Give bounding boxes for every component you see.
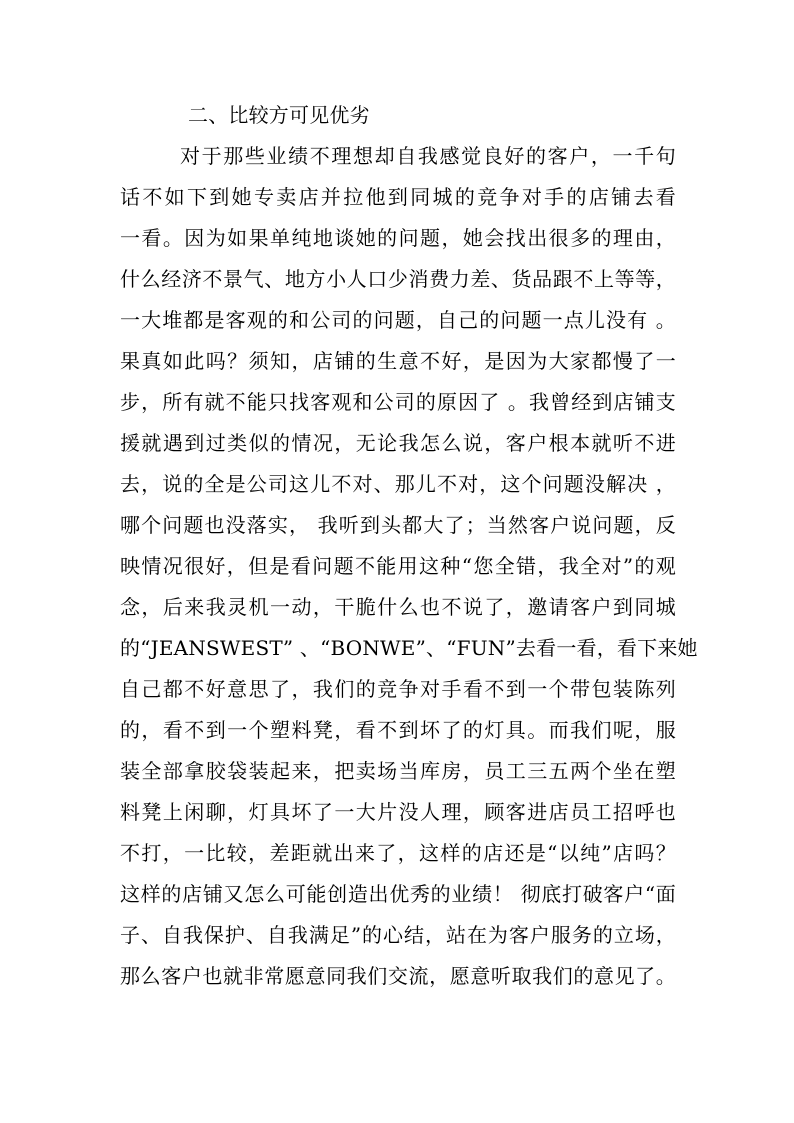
paragraph-line: 话不如下到她专卖店并拉他到同城的竞争对手的店铺去看 bbox=[120, 185, 676, 209]
paragraph-line: 什么经济不景气、地方小人口少消费力差、货品跟不上等等， bbox=[120, 267, 676, 291]
paragraph-line: 不打，一比较，差距就出来了，这样的店还是“以纯”店吗？ bbox=[120, 841, 676, 865]
section-heading: 二、比较方可见优劣 bbox=[188, 103, 370, 127]
paragraph-line: 果真如此吗？须知，店铺的生意不好，是因为大家都慢了一 bbox=[120, 349, 676, 373]
paragraph-line: 映情况很好，但是看问题不能用这种“您全错，我全对”的观 bbox=[120, 554, 676, 578]
paragraph-line: 的，看不到一个塑料凳，看不到坏了的灯具。而我们呢，服 bbox=[120, 718, 676, 742]
paragraph-line: 自己都不好意思了，我们的竞争对手看不到一个带包装陈列 bbox=[120, 677, 676, 701]
paragraph-line: 念，后来我灵机一动，干脆什么也不说了，邀请客户到同城 bbox=[120, 595, 676, 619]
paragraph-line: 一看。因为如果单纯地谈她的问题，她会找出很多的理由， bbox=[120, 226, 676, 250]
paragraph-line: 哪个问题也没落实， 我听到头都大了；当然客户说问题，反 bbox=[120, 513, 676, 537]
paragraph-line: 子、自我保护、自我满足”的心结，站在为客户服务的立场， bbox=[120, 923, 676, 947]
paragraph-line: 那么客户也就非常愿意同我们交流，愿意听取我们的意见了。 bbox=[120, 964, 676, 988]
paragraph-line: 去，说的全是公司这儿不对、那儿不对，这个问题没解决 ， bbox=[120, 472, 676, 496]
paragraph-line: 对于那些业绩不理想却自我感觉良好的客户，一千句 bbox=[180, 144, 676, 168]
paragraph-line: 装全部拿胶袋装起来，把卖场当库房，员工三五两个坐在塑 bbox=[120, 759, 676, 783]
paragraph-line: 援就遇到过类似的情况，无论我怎么说，客户根本就听不进 bbox=[120, 431, 676, 455]
paragraph-line: 步，所有就不能只找客观和公司的原因了 。我曾经到店铺支 bbox=[120, 390, 676, 414]
paragraph-line: 这样的店铺又怎么可能创造出优秀的业绩！ 彻底打破客户“面 bbox=[120, 882, 676, 906]
paragraph-line: 一大堆都是客观的和公司的问题，自己的问题一点儿没有 。 bbox=[120, 308, 676, 332]
paragraph-line: 料凳上闲聊，灯具坏了一大片没人理，顾客进店员工招呼也 bbox=[120, 800, 676, 824]
paragraph-line: 的“JEANSWEST” 、“BONWE”、“FUN”去看一看，看下来她 bbox=[120, 636, 698, 660]
